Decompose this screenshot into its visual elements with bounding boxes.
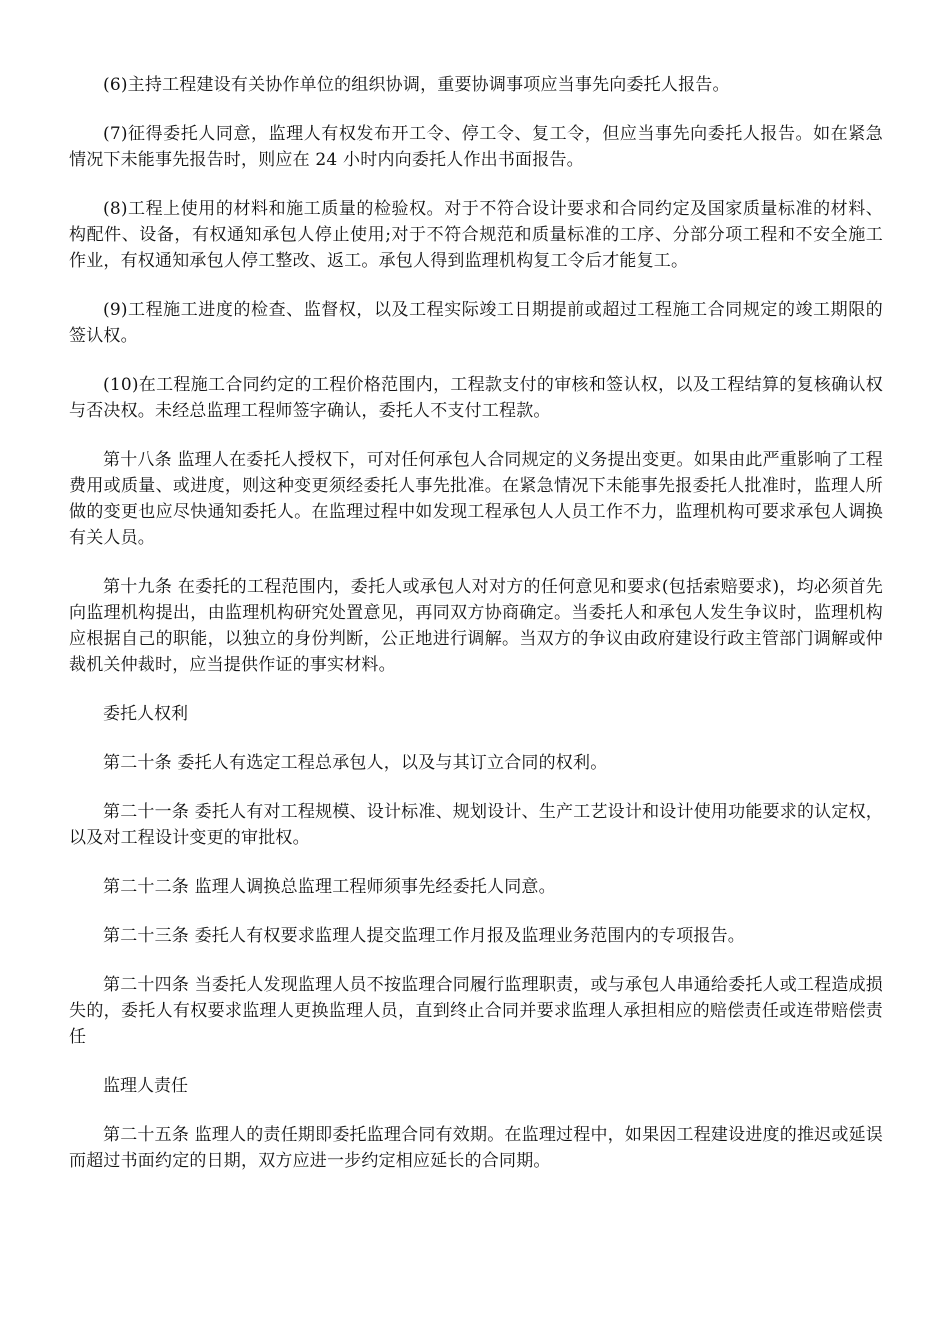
clause-8: (8)工程上使用的材料和施工质量的检验权。对于不符合设计要求和合同约定及国家质量标准的材料、构配件、设备，有权通知承包人停止使用;对于不符合规范和质量标准的工序、分部分项工程和不安全施工作业，有权通知承包人停工整改、返工。承包人得到监理机构复工令后才能复工。 (69, 199, 883, 271)
document-page (69, 72, 883, 1197)
article-23: 第二十三条 委托人有权要求监理人提交监理工作月报及监理业务范围内的专项报告。 (103, 926, 746, 946)
article-24: 第二十四条 当委托人发现监理人员不按监理合同履行监理职责，或与承包人串通给委托人或工程造成损失的，委托人有权要求监理人更换监理人员，直到终止合同并要求监理人承担相应的赔偿责任或连带赔偿责任 (69, 975, 883, 1047)
article-18: 第十八条 监理人在委托人授权下，可对任何承包人合同规定的义务提出变更。如果由此严重影响了工程费用或质量、或进度，则这种变更须经委托人事先批准。在紧急情况下未能事先报委托人批准时，监理人所做的变更也应尽快通知委托人。在监理过程中如发现工程承包人人员工作不力，监理机构可要求承包人调换有关人员。 (69, 450, 883, 548)
section-heading-client-rights: 委托人权利 (103, 704, 188, 724)
article-25: 第二十五条 监理人的责任期即委托监理合同有效期。在监理过程中，如果因工程建设进度的推迟或延误而超过书面约定的日期，双方应进一步约定相应延长的合同期。 (69, 1125, 883, 1171)
clause-9: (9)工程施工进度的检查、监督权，以及工程实际竣工日期提前或超过工程施工合同规定的竣工期限的签认权。 (69, 300, 883, 346)
section-heading-supervisor-liability: 监理人责任 (103, 1076, 188, 1096)
clause-7: (7)征得委托人同意，监理人有权发布开工令、停工令、复工令，但应当事先向委托人报告。如在紧急情况下未能事先报告时，则应在 24 小时内向委托人作出书面报告。 (69, 124, 883, 170)
article-20: 第二十条 委托人有选定工程总承包人，以及与其订立合同的权利。 (103, 753, 608, 773)
article-21: 第二十一条 委托人有对工程规模、设计标准、规划设计、生产工艺设计和设计使用功能要求的认定权，以及对工程设计变更的审批权。 (69, 802, 883, 848)
article-19: 第十九条 在委托的工程范围内，委托人或承包人对对方的任何意见和要求(包括索赔要求)，均必须首先向监理机构提出，由监理机构研究处置意见，再同双方协商确定。当委托人和承包人发生争议时，监理机构应根据自己的职能，以独立的身份判断，公正地进行调解。当双方的争议由政府建设行政主管部门调解或仲裁机关仲裁时，应当提供作证的事实材料。 (69, 577, 883, 675)
article-22: 第二十二条 监理人调换总监理工程师须事先经委托人同意。 (103, 877, 556, 897)
clause-10: (10)在工程施工合同约定的工程价格范围内，工程款支付的审核和签认权，以及工程结算的复核确认权与否决权。未经总监理工程师签字确认，委托人不支付工程款。 (69, 375, 883, 421)
clause-6: (6)主持工程建设有关协作单位的组织协调，重要协调事项应当事先向委托人报告。 (103, 75, 730, 95)
